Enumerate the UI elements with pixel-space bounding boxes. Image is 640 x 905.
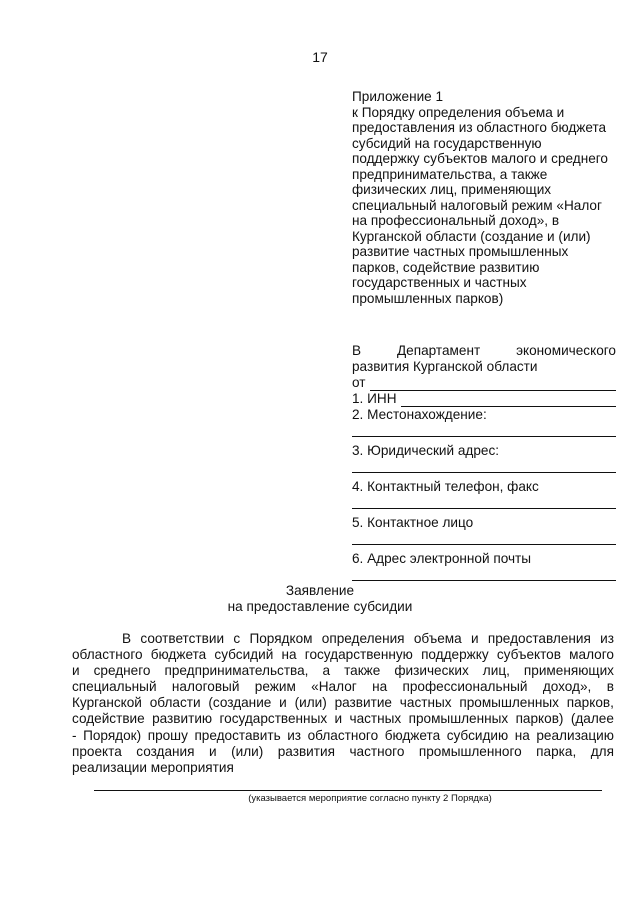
body-word: (далее	[570, 711, 614, 727]
inn-field[interactable]	[401, 393, 616, 407]
body-word: а	[322, 663, 331, 679]
body-word: предпринимательства,	[164, 663, 309, 679]
body-line	[72, 695, 614, 711]
body-word: также	[344, 663, 381, 679]
body-word: на	[372, 679, 388, 695]
body-word: области	[149, 695, 201, 711]
body-line	[72, 663, 614, 679]
email-field[interactable]	[352, 567, 616, 581]
body-word: промышленного	[418, 743, 522, 759]
legal-address-label: 3. Юридический адрес:	[352, 443, 500, 458]
body-word: применяющих	[523, 663, 614, 679]
body-word: развитию	[152, 711, 213, 727]
body-word: парков,	[566, 695, 614, 711]
body-word: режим	[254, 679, 296, 695]
contact-label: 5. Контактное лицо	[352, 515, 474, 530]
body-line	[72, 631, 614, 647]
addressee-word: экономического	[516, 343, 616, 358]
body-word: бюджета	[150, 647, 207, 663]
body-word: и	[334, 711, 343, 727]
contact-field[interactable]	[352, 531, 616, 545]
legal-address-field[interactable]	[352, 459, 616, 473]
location-label: 2. Местонахождение:	[352, 407, 487, 422]
appendix-line: Приложение 1	[352, 89, 444, 104]
body-word: для	[590, 743, 614, 759]
footer-caption: (указывается мероприятие согласно пункту 2 Порядка)	[248, 793, 492, 804]
body-word: частных	[349, 711, 402, 727]
body-word: прошу	[147, 727, 188, 743]
body-word: развития	[277, 743, 335, 759]
body-last-line: реализации мероприятия	[72, 759, 234, 775]
body-word: лиц,	[482, 663, 510, 679]
appendix-line: специальный налоговый режим «Налог	[352, 197, 602, 213]
body-line	[72, 647, 614, 663]
from-row	[352, 375, 616, 391]
body-word: предоставления	[487, 631, 591, 646]
body-line	[72, 679, 614, 695]
appendix-line: парков, содействие развитию	[352, 259, 540, 275]
body-word: частного	[349, 743, 405, 759]
appendix-line: развитие частных промышленных	[352, 244, 569, 259]
body-word: физических	[394, 663, 469, 679]
body-word: реализацию	[536, 727, 614, 743]
body-word: на	[514, 727, 530, 743]
body-word: Курганской	[72, 695, 142, 711]
body-word: (или)	[231, 743, 264, 759]
email-label: 6. Адрес электронной почты	[352, 551, 532, 566]
body-word: областного	[72, 647, 143, 663]
appendix-line: на профессиональный доход», в	[352, 213, 560, 228]
body-word: содействие	[72, 711, 145, 727]
appendix-line: субсидий на государственную	[352, 135, 542, 151]
body-line	[72, 728, 614, 744]
body-word: и	[471, 631, 479, 646]
appendix-line: Курганской области (создание и (или)	[352, 228, 591, 244]
body-word: профессиональный	[402, 679, 528, 695]
body-word: частных	[399, 695, 452, 711]
body-paragraph	[72, 631, 614, 776]
body-word: областного	[307, 727, 379, 743]
addressee-word: Департамент	[396, 343, 481, 358]
body-word: создания	[136, 743, 195, 759]
body-word: бюджета	[384, 727, 441, 743]
body-word: Порядком	[249, 631, 313, 646]
body-word: среднего	[93, 663, 151, 679]
body-word: поддержку	[421, 647, 489, 663]
appendix-line: физических лиц, применяющих	[352, 182, 552, 197]
body-word: предоставить	[194, 727, 281, 743]
appendix-line: к Порядку определения объема и	[352, 104, 565, 120]
body-word: субъектов	[496, 647, 561, 663]
body-word: субсидий	[214, 647, 274, 663]
body-word: на	[281, 647, 297, 663]
addressee-line	[352, 343, 616, 359]
body-word: промышленных	[459, 695, 559, 711]
body-word: малого	[569, 647, 614, 663]
body-line	[72, 711, 614, 727]
body-word: доход»,	[542, 679, 592, 695]
inn-row	[352, 391, 616, 407]
body-word: из	[600, 631, 614, 646]
appendix-line: поддержку субъектов малого и среднего	[352, 151, 608, 166]
title-line-1: Заявление	[285, 583, 355, 598]
body-word: определения	[321, 631, 405, 646]
body-word: (или)	[294, 695, 327, 711]
body-word: парков)	[515, 711, 564, 727]
body-word: в	[606, 679, 614, 695]
appendix-line: промышленных парков)	[352, 290, 504, 306]
body-word: соответствии	[140, 631, 225, 646]
from-label: от	[352, 375, 366, 390]
body-word: специальный	[72, 679, 157, 695]
page-number: 17	[312, 49, 328, 65]
body-word: налоговый	[171, 679, 240, 695]
addressee-word: В	[352, 343, 362, 358]
from-field[interactable]	[370, 377, 617, 391]
phone-label: 4. Контактный телефон, факс	[352, 479, 539, 494]
body-word: В	[122, 631, 132, 646]
appendix-block	[352, 89, 614, 306]
location-field[interactable]	[352, 423, 616, 437]
addressee-line-2: развития Курганской области	[352, 359, 538, 374]
body-word: из	[287, 727, 302, 743]
body-word: промышленных	[408, 711, 509, 727]
body-word: развитие	[334, 695, 392, 711]
inn-label: 1. ИНН	[352, 391, 397, 406]
body-word: (создание	[208, 695, 272, 711]
body-word: субсидию	[446, 727, 509, 743]
phone-field[interactable]	[352, 495, 616, 509]
appendix-line: предпринимательства, а также	[352, 166, 548, 182]
document-title	[0, 583, 640, 615]
body-word: Порядок)	[83, 727, 142, 743]
body-word: и	[72, 663, 80, 679]
body-word: -	[72, 727, 77, 743]
appendix-line: предоставления из областного бюджета	[352, 120, 607, 135]
address-block	[352, 343, 616, 587]
body-word: и	[279, 695, 287, 711]
body-word: с	[233, 631, 241, 646]
body-word: проекта	[72, 743, 122, 759]
body-word: объема	[413, 631, 462, 646]
body-line	[72, 744, 614, 760]
body-word: государственных	[219, 711, 328, 727]
appendix-line: государственных и частных	[352, 275, 527, 290]
body-word: государственную	[304, 647, 413, 663]
body-word: парка,	[536, 743, 577, 759]
title-line-2: на предоставление субсидии	[227, 599, 413, 614]
body-word: «Налог	[311, 679, 357, 695]
body-word: и	[209, 743, 217, 759]
measure-field[interactable]	[94, 790, 602, 791]
